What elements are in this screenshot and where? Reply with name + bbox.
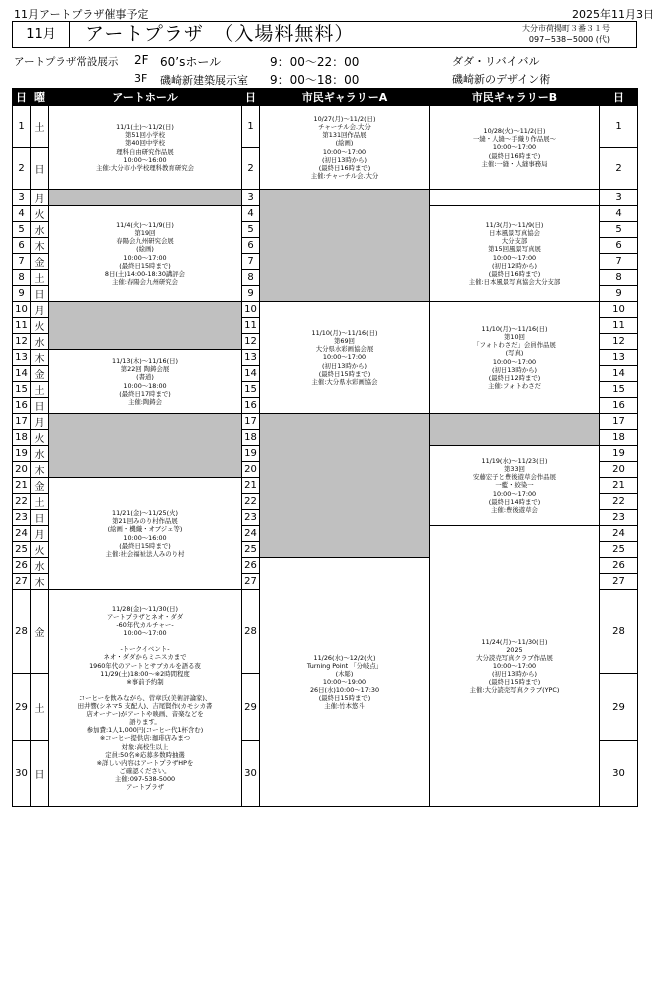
day-number: 21 xyxy=(242,478,260,494)
day-number: 22 xyxy=(242,494,260,510)
weekday: 日 xyxy=(31,741,49,807)
day-number: 11 xyxy=(13,318,31,334)
gallery-b-event: 10/28(火)〜11/2(日) 一縫・人縫〜手織り作品展〜 10:00〜17:00 (最終日16時まで) 主催:一縫・人縫事務局 xyxy=(430,106,600,190)
weekday: 水 xyxy=(31,446,49,462)
document-title: 11月アートプラザ催事予定 xyxy=(14,8,149,21)
day-number: 20 xyxy=(242,462,260,478)
weekday: 月 xyxy=(31,526,49,542)
venue-title: アートプラザ （入場料無料） xyxy=(85,23,355,45)
day-number: 17 xyxy=(600,414,638,430)
month-label: 11月 xyxy=(13,22,70,47)
art-hall-event: 11/1(土)〜11/2(日) 第51回小学校 第40回中学校 理科自由研究作品展 10:00〜16:00 主催:大分市小学校理科教育研究会 xyxy=(49,106,242,190)
weekday: 月 xyxy=(31,414,49,430)
day-number: 23 xyxy=(600,510,638,526)
permanent-label: アートプラザ常設展示 xyxy=(14,56,119,68)
weekday: 木 xyxy=(31,350,49,366)
weekday: 火 xyxy=(31,430,49,446)
day-number: 6 xyxy=(13,238,31,254)
header-box xyxy=(12,21,637,48)
day-number: 15 xyxy=(600,382,638,398)
permanent-time-isozaki: 9：00〜18：00 xyxy=(270,73,360,87)
day-number: 22 xyxy=(13,494,31,510)
col-gallery-a: 市民ギャラリーA xyxy=(260,89,430,106)
day-number: 8 xyxy=(242,270,260,286)
art-hall-event: 11/21(金)〜11/25(火) 第21回みのり村作品展 (絵画・機織・オブジェ等) 10:00〜16:00 (最終日15時まで) 主催:社会福祉法人みのり村 xyxy=(49,478,242,590)
weekday: 木 xyxy=(31,574,49,590)
day-number: 27 xyxy=(242,574,260,590)
col-day: 日 xyxy=(13,89,31,106)
day-number: 20 xyxy=(600,462,638,478)
weekday: 金 xyxy=(31,478,49,494)
day-number: 1 xyxy=(600,106,638,148)
day-number: 3 xyxy=(13,190,31,206)
day-number: 28 xyxy=(13,590,31,674)
day-number: 13 xyxy=(600,350,638,366)
day-number: 2 xyxy=(13,148,31,190)
day-number: 14 xyxy=(242,366,260,382)
day-number: 8 xyxy=(13,270,31,286)
weekday: 金 xyxy=(31,590,49,674)
day-number: 19 xyxy=(13,446,31,462)
day-number: 14 xyxy=(13,366,31,382)
col-art-hall: アートホール xyxy=(49,89,242,106)
day-number: 12 xyxy=(13,334,31,350)
day-number: 30 xyxy=(242,741,260,807)
weekday: 木 xyxy=(31,238,49,254)
day-number: 12 xyxy=(242,334,260,350)
day-number: 24 xyxy=(242,526,260,542)
document-date: 2025年11月3日 xyxy=(572,8,654,21)
permanent-time-60s: 9：00〜22：00 xyxy=(270,55,360,69)
col-day-2: 日 xyxy=(242,89,260,106)
day-number: 29 xyxy=(242,674,260,741)
day-number: 7 xyxy=(600,254,638,270)
weekday: 火 xyxy=(31,542,49,558)
day-number: 10 xyxy=(600,302,638,318)
day-number: 24 xyxy=(13,526,31,542)
gallery-a-event: 10/27(月)〜11/2(日) チャーチル会.大分 第131回作品展 (絵画) 10:00〜17:00 (初日13時から) (最終日16時まで) 主催:チャーチル会.大分 xyxy=(260,106,430,190)
gallery-a-closed xyxy=(260,414,430,558)
day-number: 12 xyxy=(600,334,638,350)
day-number: 4 xyxy=(13,206,31,222)
day-number: 25 xyxy=(242,542,260,558)
day-number: 9 xyxy=(242,286,260,302)
permanent-floor-3f: 3F xyxy=(134,72,148,85)
gallery-b-event: 11/19(水)〜11/23(日) 第33回 安藤宏子と豊後遊草会作品展 一藍・絞染一 10:00〜17:00 (最終日14時まで) 主催:豊後遊草会 xyxy=(430,446,600,526)
gallery-b-event: 11/10(月)〜11/16(日) 第10回 「フォトわさだ」会員作品展 (写真) 10:00〜17:00 (初日13時から) (最終日12時まで) 主催:フォトわさだ xyxy=(430,302,600,414)
gallery-b-closed xyxy=(430,414,600,446)
day-number: 17 xyxy=(13,414,31,430)
day-number: 22 xyxy=(600,494,638,510)
day-number: 21 xyxy=(600,478,638,494)
day-number: 19 xyxy=(242,446,260,462)
day-number: 2 xyxy=(242,148,260,190)
day-number: 5 xyxy=(242,222,260,238)
venue-address: 大分市荷揚町３番３１号 xyxy=(522,24,610,33)
gallery-a-event: 11/10(月)〜11/16(日) 第69回 大分県水彩画協会展 10:00〜17:00 (初日13時から) (最終日15時まで) 主催:大分県水彩画協会 xyxy=(260,302,430,414)
col-day-3: 日 xyxy=(600,89,638,106)
calendar-body xyxy=(13,106,638,807)
permanent-floor-2f: 2F xyxy=(134,53,149,67)
day-number: 16 xyxy=(13,398,31,414)
day-number: 5 xyxy=(13,222,31,238)
calendar-header-row xyxy=(13,89,638,106)
day-number: 10 xyxy=(242,302,260,318)
day-row xyxy=(13,190,638,206)
permanent-room-60s: 60’sホール xyxy=(160,55,222,69)
gallery-a-closed xyxy=(260,190,430,302)
weekday: 水 xyxy=(31,222,49,238)
day-number: 7 xyxy=(13,254,31,270)
day-number: 29 xyxy=(600,674,638,741)
day-number: 27 xyxy=(600,574,638,590)
day-number: 30 xyxy=(13,741,31,807)
day-number: 16 xyxy=(600,398,638,414)
day-number: 10 xyxy=(13,302,31,318)
permanent-title-dada: ダダ・リバイバル xyxy=(452,55,540,68)
weekday: 月 xyxy=(31,190,49,206)
permanent-exhibits xyxy=(12,49,637,87)
permanent-room-isozaki: 磯崎新建築展示室 xyxy=(160,74,248,87)
day-number: 13 xyxy=(242,350,260,366)
weekday: 土 xyxy=(31,674,49,741)
day-number: 24 xyxy=(600,526,638,542)
weekday: 金 xyxy=(31,366,49,382)
col-gallery-b: 市民ギャラリーB xyxy=(430,89,600,106)
day-number: 26 xyxy=(600,558,638,574)
weekday: 金 xyxy=(31,254,49,270)
art-hall-event: 11/4(火)〜11/9(日) 第19回 春陽会九州研究会展 (絵画) 10:00〜17:00 (最終日15時まで) 8日(土)14:00-18:30講評会 主催:春陽会九州研究会 xyxy=(49,206,242,302)
day-number: 26 xyxy=(242,558,260,574)
day-number: 4 xyxy=(242,206,260,222)
gallery-b-event xyxy=(430,190,600,206)
day-number: 9 xyxy=(13,286,31,302)
weekday: 水 xyxy=(31,558,49,574)
day-row xyxy=(13,414,638,430)
weekday: 木 xyxy=(31,462,49,478)
day-number: 9 xyxy=(600,286,638,302)
venue-phone: 097−538−5000 (代) xyxy=(528,35,610,44)
day-number: 19 xyxy=(600,446,638,462)
gallery-a-event: 11/26(水)〜12/2(火) Turning Point 「分岐点」 (木彫) 10:00〜19:00 26日(水)10:00〜17:30 (最終日15時まで) 主催:竹本悠斗 xyxy=(260,558,430,807)
art-hall-event: 11/13(木)〜11/16(日) 第22回 陶鋳会展 (書道) 10:00〜18:00 (最終日17時まで) 主催:陶鋳会 xyxy=(49,350,242,414)
day-number: 16 xyxy=(242,398,260,414)
day-number: 18 xyxy=(13,430,31,446)
day-number: 3 xyxy=(600,190,638,206)
day-number: 17 xyxy=(242,414,260,430)
day-number: 18 xyxy=(600,430,638,446)
day-number: 6 xyxy=(600,238,638,254)
day-number: 27 xyxy=(13,574,31,590)
weekday: 日 xyxy=(31,148,49,190)
day-number: 1 xyxy=(242,106,260,148)
day-number: 21 xyxy=(13,478,31,494)
day-number: 6 xyxy=(242,238,260,254)
weekday: 火 xyxy=(31,206,49,222)
day-number: 30 xyxy=(600,741,638,807)
event-calendar-table xyxy=(12,88,638,807)
weekday: 土 xyxy=(31,494,49,510)
day-number: 23 xyxy=(242,510,260,526)
art-hall-closed xyxy=(49,414,242,478)
day-number: 3 xyxy=(242,190,260,206)
day-number: 28 xyxy=(242,590,260,674)
weekday: 火 xyxy=(31,318,49,334)
day-number: 29 xyxy=(13,674,31,741)
day-number: 20 xyxy=(13,462,31,478)
day-number: 11 xyxy=(242,318,260,334)
gallery-b-event: 11/24(月)〜11/30(日) 2025 大分読売写真クラブ作品展 10:00〜17:00 (初日13時から) (最終日15時まで) 主催:大分読売写真クラブ(YPC) xyxy=(430,526,600,807)
day-number: 28 xyxy=(600,590,638,674)
day-number: 4 xyxy=(600,206,638,222)
gallery-b-event: 11/3(月)〜11/9(日) 日本風景写真協会 大分支部 第15回風景写真展 10:00〜17:00 (初日12時から) (最終日16時まで) 主催:日本風景写真協会大分支部 xyxy=(430,206,600,302)
day-number: 15 xyxy=(242,382,260,398)
day-number: 8 xyxy=(600,270,638,286)
col-weekday: 曜 xyxy=(31,89,49,106)
permanent-title-isozaki: 磯崎新のデザイン術 xyxy=(452,73,551,86)
day-number: 23 xyxy=(13,510,31,526)
day-row xyxy=(13,302,638,318)
weekday: 日 xyxy=(31,510,49,526)
art-hall-closed xyxy=(49,190,242,206)
day-number: 1 xyxy=(13,106,31,148)
weekday: 水 xyxy=(31,334,49,350)
day-number: 18 xyxy=(242,430,260,446)
art-hall-event: 11/28(金)〜11/30(日) アートプラザとネオ・ダダ -60年代カルチャー- 10:00〜17:00 -トークイベント- ネオ・ダダからミニスカまで 1960年代のアートとサブカルを語る夜 11/29(土)18:00〜※2時間程度 ※事前予約制 コーヒーを飲みながら、菅章氏(美術評論家)、 田井響(シネマ5 支配人)、吉尾賢作(カモシカ書 店オーナー)がアートや映画、音楽などを 語ります。 参加費:1人1,000円(コーヒー代1杯含む) ※コーヒー提供店:珈琲店みまつ 対象:高校生以上 定員:50名※応募多数時抽選 ※詳しい内容はアートプラザHPを ご確認ください。 主催:097-538-5000 アートプラザ xyxy=(49,590,242,807)
weekday: 土 xyxy=(31,106,49,148)
day-number: 13 xyxy=(13,350,31,366)
weekday: 土 xyxy=(31,382,49,398)
day-row xyxy=(13,106,638,148)
art-hall-closed xyxy=(49,302,242,350)
weekday: 月 xyxy=(31,302,49,318)
day-number: 14 xyxy=(600,366,638,382)
day-number: 25 xyxy=(13,542,31,558)
day-number: 2 xyxy=(600,148,638,190)
day-number: 7 xyxy=(242,254,260,270)
day-number: 5 xyxy=(600,222,638,238)
weekday: 土 xyxy=(31,270,49,286)
day-number: 11 xyxy=(600,318,638,334)
weekday: 日 xyxy=(31,398,49,414)
day-number: 15 xyxy=(13,382,31,398)
day-number: 26 xyxy=(13,558,31,574)
day-number: 25 xyxy=(600,542,638,558)
weekday: 日 xyxy=(31,286,49,302)
top-line xyxy=(14,6,654,22)
